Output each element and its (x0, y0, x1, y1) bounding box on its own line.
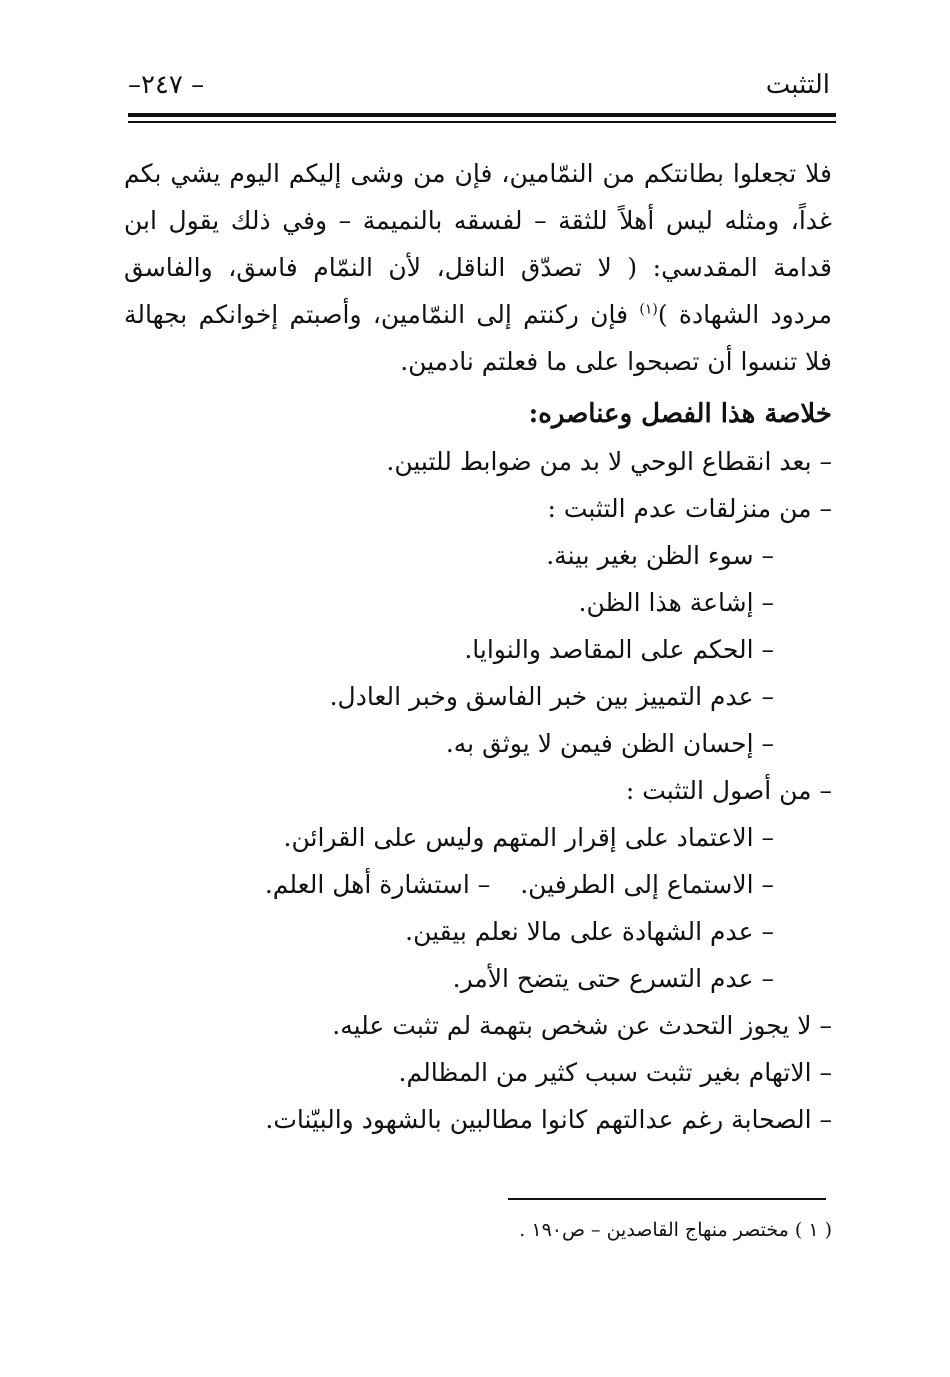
footnote: ( ١ ) مختصر منهاج القاصدين – ص١٩٠ . (519, 1219, 832, 1241)
main-text (124, 150, 832, 1143)
paragraph-tail-text: فإن ركنتم إلى النمّامين، وأصبتم إخوانكم بجهالة فلا تنسوا أن تصبحوا على ما فعلتم نادمين. (124, 300, 832, 376)
sub-list-item: – الحكم على المقاصد والنوايا. (464, 635, 774, 664)
running-title: التثبت (765, 70, 830, 100)
summary-list (124, 438, 832, 1143)
sub-list-item: – عدم التسرع حتى يتضح الأمر. (452, 964, 774, 993)
list-item: – الصحابة رغم عدالتهم كانوا مطالبين بالشهود والبيّنات. (265, 1105, 832, 1134)
sub-list-item: – الاعتماد على إقرار المتهم وليس على القرائن. (283, 823, 774, 852)
paragraph-main-text: فلا تجعلوا بطانتكم من النمّامين، فإن من وشى إليكم اليوم يشي بكم غداً، ومثله ليس أهلاً للثقة – لفسقه بالنميمة – وفي ذلك يقول ابن قدامة المقدسي: ( لا تصدّق الناقل، لأن النمّام فاسق، والفاسق مردود الشهادة ) (124, 159, 832, 329)
sub-list-item: – إشاعة هذا الظن. (578, 588, 774, 617)
sub-list-item: – سوء الظن بغير بينة. (546, 541, 774, 570)
list-item: – من منزلقات عدم التثبت : (547, 494, 832, 523)
list-item: – بعد انقطاع الوحي لا بد من ضوابط للتبين. (386, 447, 832, 476)
sub-list-item: – عدم التمييز بين خبر الفاسق وخبر العادل. (329, 682, 774, 711)
sub-list-item: – عدم الشهادة على مالا نعلم بيقين. (405, 917, 774, 946)
list-item: – الاتهام بغير تثبت سبب كثير من المظالم. (398, 1058, 832, 1087)
summary-heading: خلاصة هذا الفصل وعناصره: (528, 399, 832, 429)
list-item: – لا يجوز التحدث عن شخص بتهمة لم تثبت عليه. (332, 1011, 832, 1040)
header-rule-thick (128, 113, 836, 117)
sub-item-listen-both-sides: – الاستماع إلى الطرفين. (520, 870, 774, 899)
header-rule-thin (128, 121, 836, 123)
opening-paragraph (124, 150, 832, 385)
list-item: – من أصول التثبت : (625, 776, 832, 805)
page-number: – ٢٤٧– (128, 70, 205, 100)
footnote-rule (508, 1198, 826, 1200)
sub-list-item-pair (124, 861, 832, 908)
sub-item-consult-scholars: – استشارة أهل العلم. (264, 870, 491, 899)
sub-list-item: – إحسان الظن فيمن لا يوثق به. (445, 729, 774, 758)
footnote-reference: (١) (639, 301, 658, 318)
